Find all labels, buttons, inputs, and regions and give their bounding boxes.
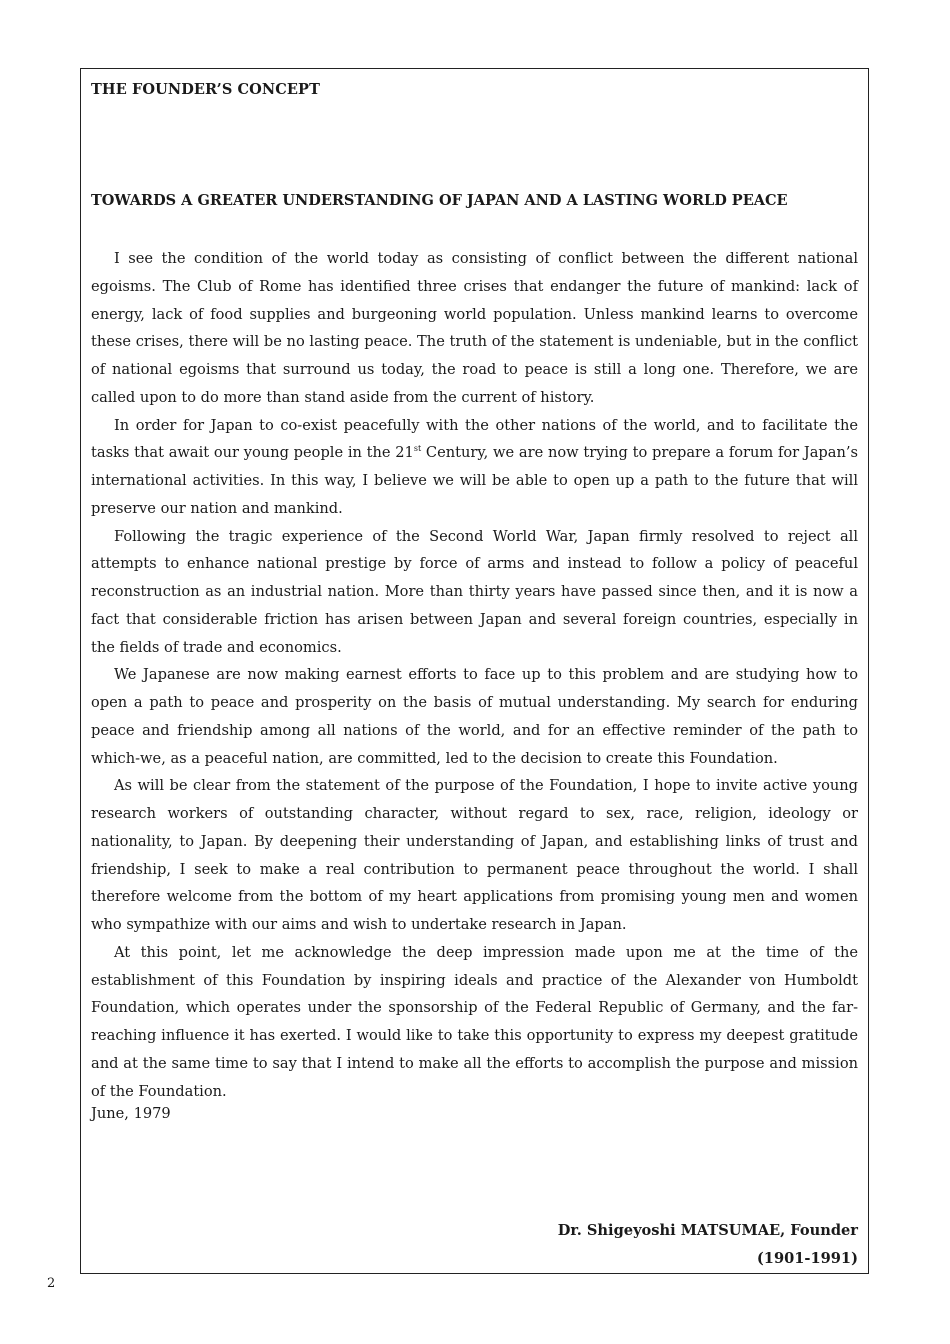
paragraph-2: [91, 412, 858, 523]
ordinal-superscript: st: [413, 444, 422, 454]
paragraph-2-text-end: Century, we are now trying to prepare a forum for Japan’s international activities. In this way, I believe we will be able to open up a path to the future that will preserve our nation and mankind.: [91, 444, 858, 517]
page-number: 2: [47, 1276, 56, 1291]
paragraph-2-text-start: In order for Japan to co-exist peacefully with the other nations of the world, and to facilitate the tasks that await our young people in the 21: [91, 416, 858, 462]
paragraph-1: I see the condition of the world today as consisting of conflict between the different national egoisms. The Club of Rome has identified three crises that endanger the future of mankind: lack of energy, lack of food supplies and burgeoning world population. Unless mankind learns to overcome these crises, there will be no lasting peace. The truth of the statement is undeniable, but in the conflict of national egoisms that surround us today, the road to peace is still a long one. Therefore, we are called upon to do more than stand aside from the current of history.: [91, 250, 858, 406]
body-text: [91, 245, 858, 1105]
paragraph-5: As will be clear from the statement of the purpose of the Foundation, I hope to invite active young research workers of outstanding character, without regard to sex, race, religion, ideology or nationality, to Japan. By deepening their understanding of Japan, and establishing links of trust and friendship, I seek to make a real contribution to permanent peace throughout the world. I shall therefore welcome from the bottom of my heart applications from promising young men and women who sympathize with our aims and wish to undertake research in Japan.: [91, 777, 858, 933]
signature-years: (1901-1991): [756, 1249, 858, 1267]
signature-block: [558, 1217, 858, 1272]
page-heading: TOWARDS A GREATER UNDERSTANDING OF JAPAN AND A LASTING WORLD PEACE: [91, 192, 788, 209]
date: June, 1979: [91, 1105, 171, 1122]
content-area: [91, 69, 858, 1273]
content-frame: [80, 68, 869, 1274]
section-label: THE FOUNDER’S CONCEPT: [91, 81, 320, 98]
signature-name: Dr. Shigeyoshi MATSUMAE, Founder: [557, 1222, 858, 1239]
paragraph-6: At this point, let me acknowledge the deep impression made upon me at the time of the establishment of this Foundation by inspiring ideals and practice of the Alexander von Humboldt Foundation, which operates under the sponsorship of the Federal Republic of Germany, and the far-reaching influence it has exerted. I would like to take this opportunity to express my deepest gratitude and at the same time to say that I intend to make all the efforts to accomplish the purpose and mission of the Foundation.: [91, 943, 858, 1100]
paragraph-4: We Japanese are now making earnest efforts to face up to this problem and are studying how to open a path to peace and prosperity on the basis of mutual understanding. My search for enduring peace and friendship among all nations of the world, and for an effective reminder of the path to which-we, as a peaceful nation, are committed, led to the decision to create this Foundation.: [91, 666, 858, 767]
paragraph-3: Following the tragic experience of the Second World War, Japan firmly resolved to reject all attempts to enhance national prestige by force of arms and instead to follow a policy of peaceful reconstruction as an industrial nation. More than thirty years have passed since then, and it is now a fact that considerable friction has arisen between Japan and several foreign countries, especially in the fields of trade and economics.: [91, 527, 858, 656]
